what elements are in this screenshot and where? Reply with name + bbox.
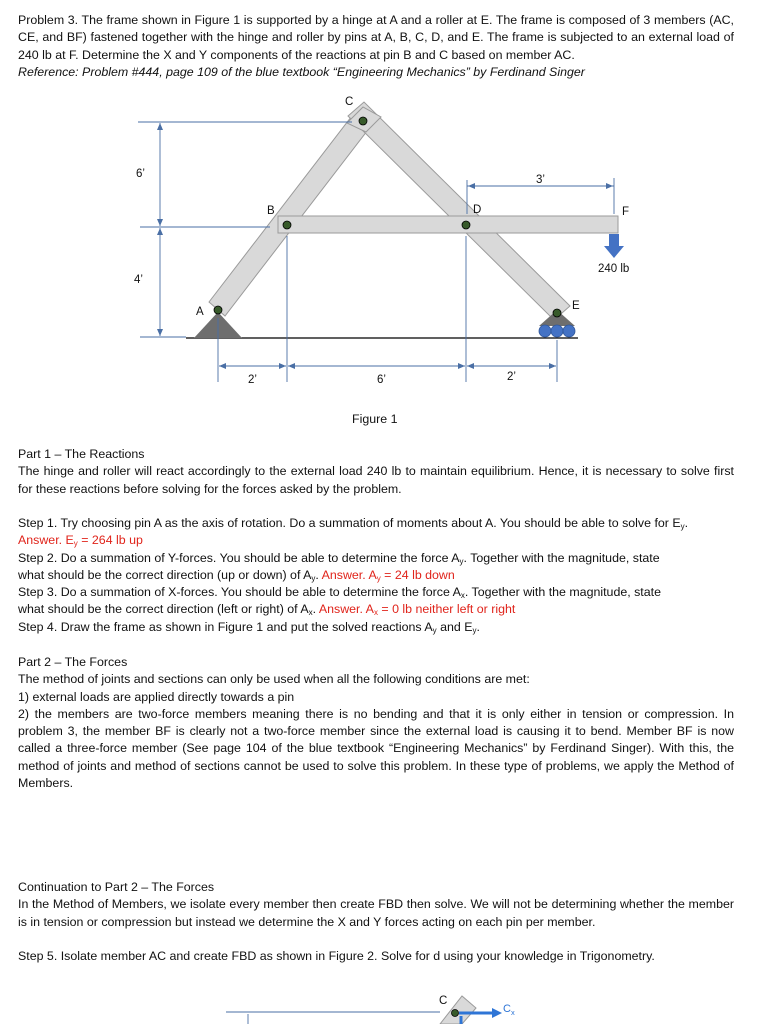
pin-c [359,117,367,125]
part1-title: Part 1 – The Reactions [18,447,145,461]
member-ac [209,108,374,316]
figure-1 [0,88,768,428]
step-2-l2-pre: what should be the correct direction (up or down) of A [18,567,312,582]
step-3-l2-sub: x [308,608,313,618]
step-2-answer-pre: Answer. A [318,567,377,582]
figure-2-partial [0,985,768,1024]
step-2-answer-post: = 24 lb down [380,567,455,582]
dim-w-de: 2’ [507,371,516,383]
step-2-l1-pre: Step 2. Do a summation of Y-forces. You should be able to determine the force A [18,550,460,565]
step-1-answer-post: = 264 lb up [77,533,143,548]
dim-w-bd: 6’ [377,374,386,386]
step-4-sub-1: y [432,625,437,635]
step-3-line-2 [18,601,734,618]
label-d: D [473,204,482,216]
problem-text: Problem 3. The frame shown in Figure 1 is supported by a hinge at A and a roller at E. The frame is composed of 3 members (AC, CE, and BF) fastened together with the hinge and roller by pins at A, B, C, D, and E. The frame is subjected to an external load of 240 lb at F. Determine the X and Y components of the reactions at pin B and C based on member AC. [18,13,734,62]
step-1-end: . [684,516,689,530]
part2-section [18,654,734,792]
part2-intro: The method of joints and sections can only be used when all the following conditions are met: [18,672,530,687]
step-1-sub: y [680,522,685,531]
continuation-section [18,879,734,931]
step-4-mid: and E [436,619,473,634]
continuation-title: Continuation to Part 2 – The Forces [18,880,215,894]
figure-1-caption: Figure 1 [352,412,398,426]
dim-w-ab: 2’ [248,374,257,386]
step-3-l2-post: . [312,602,317,617]
part2-item-2: 2) the members are two-force members meaning there is no bending and that it is only either in tension or compression. In problem 3, the member BF is clearly not a two-force member since the external load is causing it to bend. Member BF is now called a three-force member (See page 104 of the blue textbook “Engineering Mechanics” by Ferdinand Singer). With this, the method of joints and method of sections cannot be used to solve this problem. In these type of problems, we apply the Method of Members. [18,706,734,791]
step-3-answer-pre: Answer. A [316,602,374,617]
figure-2-cx-arrow-head [492,1008,502,1018]
step-3-l1-sub: x [460,591,465,601]
figure-2-label-cx-main: C [503,1003,511,1015]
figure-2-pin-c [452,1010,459,1017]
step-4-pre: Step 4. Draw the frame as shown in Figure 1 and put the solved reactions A [18,619,433,634]
step-3-answer-sub: x [373,608,378,618]
roller-wheel [551,325,563,337]
step-2-line-1 [18,550,734,567]
pin-b [283,221,291,229]
step-3-l1-post: . Together with the magnitude, state [464,585,661,600]
step-3-answer-post: = 0 lb neither left or right [377,602,516,617]
part1-section [18,446,734,498]
load-arrow [604,234,624,258]
roller-wheel [539,325,551,337]
step-2-answer [319,568,455,582]
step-3-line-1 [18,584,734,601]
label-a: A [196,306,204,318]
problem-statement [18,12,734,81]
step-2-answer-sub: y [376,573,381,583]
member-bf [278,216,618,233]
step-2-l1-sub: y [459,556,464,566]
figure-2-label-cx [503,1003,515,1017]
step-3-l1-pre: Step 3. Do a summation of X-forces. You should be able to determine the force A [18,585,461,600]
label-f: F [622,206,630,218]
step-2-l1-post: . Together with the magnitude, state [463,550,660,565]
step-4 [18,619,734,636]
step-2-l2-post: . [315,567,319,582]
load-label: 240 lb [598,263,630,275]
step-1 [18,515,734,532]
part1-intro: The hinge and roller will react accordingly to the external load 240 lb to maintain equilibrium. Hence, it is necessary to solve first for these reactions before solving for the forces asked by the problem. [18,464,734,496]
dim-h-top: 6’ [136,168,145,180]
continuation-text: In the Method of Members, we isolate every member then create FBD then solve. We will not be determining whether the member is in tension or compression but instead we determine the X and Y forces acting on each pin per member. [18,897,734,929]
member-ce [347,102,570,320]
steps-section [18,515,734,636]
label-e: E [572,300,580,312]
step-1-answer-pre: Answer. E [18,533,74,548]
figure-2-label-cx-sub: x [510,1008,515,1017]
part2-item-1: 1) external loads are applied directly towards a pin [18,689,295,704]
problem-reference: Reference: Problem #444, page 109 of the blue textbook “Engineering Mechanics” by Ferdinand Singer [18,64,585,79]
label-c: C [345,96,354,108]
step-4-post: . [476,619,480,634]
step-3-l2-pre: what should be the correct direction (left or right) of A [18,602,309,617]
member-ac-bar [209,108,374,316]
figure-2-label-c: C [439,995,448,1007]
part2-title: Part 2 – The Forces [18,655,128,669]
step-4-sub-2: y [472,625,477,635]
dim-w-df: 3’ [536,174,545,186]
step-5: Step 5. Isolate member AC and create FBD as shown in Figure 2. Solve for d using your knowledge in Trigonometry. [18,949,655,963]
roller-wheel [563,325,575,337]
pin-e [553,309,561,317]
step-2-line-2 [18,567,734,584]
member-ce-bar [348,102,570,320]
step-1-answer-sub: y [73,539,78,549]
dim-h-bottom: 4’ [134,274,143,286]
pin-a [214,306,222,314]
label-b: B [267,205,275,217]
step-2-l2-sub: y [311,573,316,583]
step-3-answer [316,602,515,616]
step-1-text: Step 1. Try choosing pin A as the axis of rotation. Do a summation of moments about A. You should be able to solve for E [18,516,681,530]
step-1-answer [18,532,734,549]
pin-d [462,221,470,229]
